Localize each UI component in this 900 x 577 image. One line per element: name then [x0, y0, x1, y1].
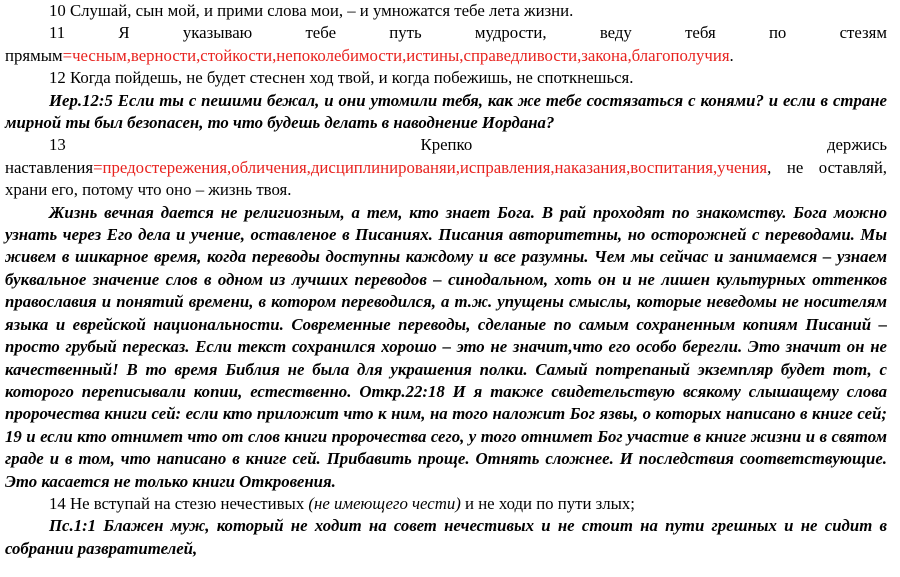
verse-14 — [5, 493, 887, 515]
verse-11 — [5, 22, 887, 67]
next-line-cut-off — [5, 560, 887, 570]
verse-10: 10 Слушай, сын мой, и прими слова мои, – и умножатся тебе лета жизни. — [49, 1, 574, 20]
verse-14-end: и не ходи по пути злых; — [465, 493, 635, 513]
verse-11-annotation: =чесным,верности,стойкости,непоколебимости,истины,справедливости,закона,благополучия — [62, 45, 730, 65]
verse-11-end: . — [729, 45, 734, 65]
verse-14-parenthetical: (не имеющего чести) — [308, 493, 461, 513]
verse-14-text: 14 Не вступай на стезю нечестивых — [49, 493, 305, 513]
verse-13-text: 13 Крепко держись наставления — [5, 135, 887, 177]
commentary-eternal-life: Жизнь вечная дается не религиозным, а тем, кто знает Бога. В рай проходят по знакомству. Бога можно узнать через Его дела и учение, оставленое в Писаниях. Писания авторитетны, но осторожней с переводами. Мы живем в шикарное время, когда переводы доступны каждому и все разумны. Чем мы сейчас и занимаемся – узнаем буквальное значение слов в одном из лучших переводов – синодальном, хоть он и не лишен культурных оттенков православия и понятий времени, в котором переводился, а т.ж. упущены смыслы, которые неведомы не носителям языка и еврейской национальности. Современные переводы, сделаные по самым сохраненным копиям Писаний – просто грубый пересказ. Если текст сохранился хорошо – это не значит,что его особо берегли. Это значит он не качественный! В то время Библия не была для украшения полки. Самый потрепаный экземпляр будет тот, с которого переписывали копии, естественно. Откр.22:18 И я также свидетельствую всякому слышащему слова пророчества книги сей: если кто приложит что к ним, на того наложит Бог язвы, о которых написано в книге сей; 19 и если кто отнимет что от слов книги пророчества сего, у того отнимет Бог участие в книге жизни и в святом граде и в том, что написано в книге сей. Прибавить проще. Отнять сложнее. И последствия соответствующие. Это касается не только книги Откровения. — [5, 202, 887, 491]
commentary-jeremiah: Иер.12:5 Если ты с пешими бежал, и они утомили тебя, как же тебе состязаться с конями? и если в стране мирной ты был безопасен, то что будешь делать в наводнение Иордана? — [5, 90, 887, 133]
document-page — [5, 0, 887, 570]
verse-13-end: , не оставляй, храни его, потому что оно – жизнь твоя. — [5, 157, 887, 200]
verse-13-annotation: =предостережения,обличения,дисциплинированяи,исправления,наказания,воспитания,учения — [93, 157, 768, 177]
commentary-psalm: Пс.1:1 Блажен муж, который не ходит на совет нечестивых и не стоит на пути грешных и не сидит в собрании развратителей, — [5, 516, 887, 558]
verse-11-text: 11 Я указываю тебе путь мудрости, веду тебя по стезям прямым — [5, 23, 887, 65]
verse-13 — [5, 134, 887, 201]
verse-12: 12 Когда пойдешь, не будет стеснен ход твой, и когда побежишь, не споткнешься. — [49, 68, 634, 88]
